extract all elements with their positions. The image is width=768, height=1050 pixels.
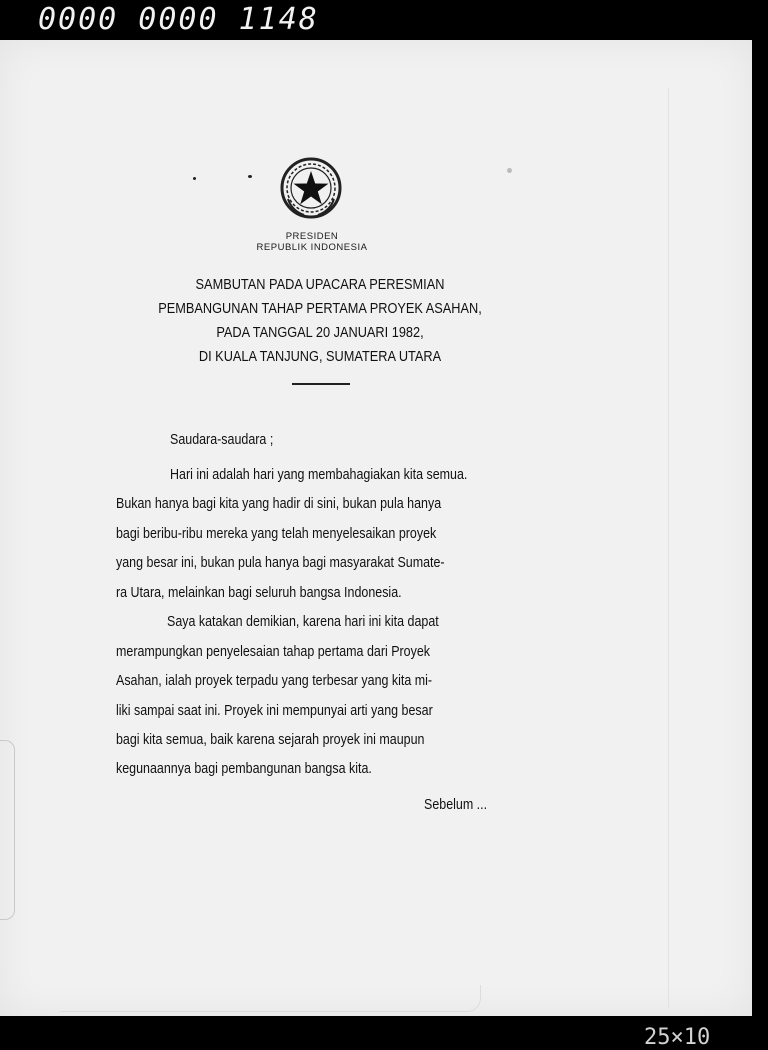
letterhead	[200, 231, 424, 253]
body-line: Bukan hanya bagi kita yang hadir di sini, bukan pula hanya	[116, 496, 442, 512]
body-line: yang besar ini, bukan pula hanya bagi masyarakat Sumate-	[116, 555, 445, 571]
body-line: bagi beribu-ribu mereka yang telah menyelesaikan proyek	[116, 526, 437, 542]
film-frame-code: 0000 0000 1148	[38, 2, 319, 37]
salutation: Saudara-saudara ;	[170, 432, 274, 448]
dust-speck	[248, 175, 252, 178]
dust-speck	[507, 168, 512, 173]
page-fold-line	[668, 88, 669, 1008]
title-line-4: DI KUALA TANJUNG, SUMATERA UTARA	[198, 349, 442, 365]
body-line: merampungkan penyelesaian tahap pertama dari Proyek	[116, 644, 431, 660]
dust-speck	[193, 177, 196, 180]
continuation-catchword: Sebelum ...	[424, 797, 488, 813]
body-line: Asahan, ialah proyek terpadu yang terbesar yang kita mi-	[116, 673, 433, 689]
letterhead-line-2: REPUBLIK INDONESIA	[256, 242, 368, 253]
title-line-2: PEMBANGUNAN TAHAP PERTAMA PROYEK ASAHAN,	[158, 301, 482, 317]
body-line: bagi kita semua, baik karena sejarah proyek ini maupun	[116, 732, 425, 748]
speech-title	[144, 273, 496, 369]
body-line: Hari ini adalah hari yang membahagiakan kita semua.	[170, 467, 468, 483]
title-line-3: PADA TANGGAL 20 JANUARI 1982,	[216, 325, 424, 341]
document-page	[0, 40, 752, 1050]
letterhead-line-1: PRESIDEN	[285, 231, 339, 242]
body-line: ra Utara, melainkan bagi seluruh bangsa Indonesia.	[116, 585, 402, 601]
film-frame-mark: 25×10	[644, 1025, 711, 1050]
garuda-star-wreath-emblem-icon	[278, 155, 344, 221]
page-scratch	[60, 985, 481, 1012]
title-underline	[292, 383, 350, 385]
body-line: liki sampai saat ini. Proyek ini mempunyai arti yang besar	[116, 703, 433, 719]
body-line: Saya katakan demikian, karena hari ini kita dapat	[167, 614, 439, 630]
page-edge-mark	[0, 740, 15, 920]
body-line: kegunaannya bagi pembangunan bangsa kita.	[116, 761, 372, 777]
title-line-1: SAMBUTAN PADA UPACARA PERESMIAN	[195, 277, 445, 293]
